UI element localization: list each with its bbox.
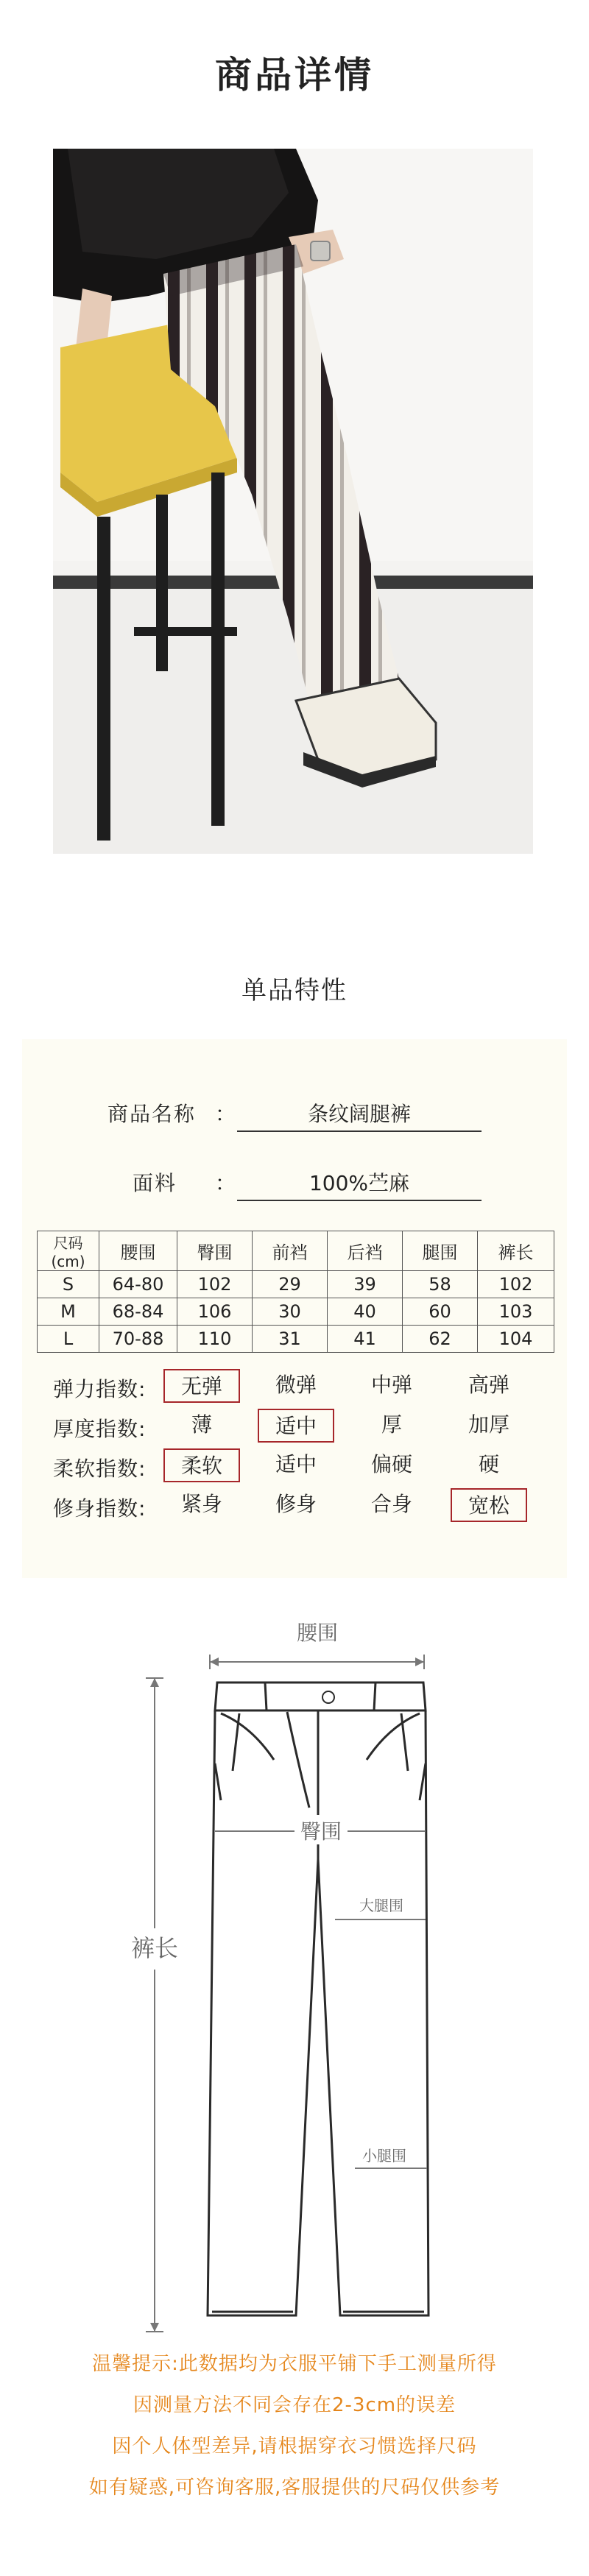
- size-table-cell: 70-88: [99, 1326, 177, 1353]
- hip-label: 臀围: [300, 1819, 342, 1844]
- attribute-option: 高弹: [468, 1373, 509, 1397]
- product-name-value: 条纹阔腿裤: [307, 1102, 411, 1126]
- size-table-cell: M: [38, 1298, 99, 1326]
- table-row: [38, 1271, 554, 1298]
- attribute-option: 微弹: [275, 1373, 317, 1397]
- arrow-left-icon: [210, 1657, 219, 1666]
- fabric-value: 100%苎麻: [308, 1171, 410, 1195]
- features-section-title: 单品特性: [241, 976, 348, 1005]
- arrow-down-icon: [150, 2323, 159, 2332]
- attribute-option: 中弹: [370, 1373, 412, 1397]
- size-table-header-cell: 后裆: [328, 1231, 403, 1271]
- arrow-up-icon: [150, 1678, 159, 1687]
- size-table: [37, 1231, 554, 1353]
- fabric-label: 面料: [133, 1171, 177, 1195]
- arrow-right-icon: [415, 1657, 424, 1666]
- size-table-cell: 40: [328, 1298, 403, 1326]
- waist-label: 腰围: [296, 1621, 339, 1645]
- attribute-label: 厚度指数:: [53, 1417, 147, 1441]
- fabric-colon: ：: [215, 1171, 236, 1195]
- size-table-cell: S: [38, 1271, 99, 1298]
- product-name-underline: [237, 1130, 482, 1132]
- attribute-row-fit: [22, 1488, 567, 1524]
- attribute-option: 偏硬: [370, 1452, 412, 1476]
- size-table-cell: 102: [177, 1271, 253, 1298]
- attribute-option: 适中: [275, 1452, 317, 1476]
- product-name-colon: ：: [215, 1102, 236, 1126]
- thigh-label: 大腿围: [359, 1897, 403, 1914]
- attribute-option: 硬: [478, 1452, 499, 1476]
- calf-label: 小腿围: [362, 2147, 406, 2165]
- size-table-cell: 58: [403, 1271, 478, 1298]
- size-table-header-cell: 腰围: [99, 1231, 177, 1271]
- attribute-option: 宽松: [451, 1488, 527, 1522]
- attribute-label: 弹力指数:: [53, 1377, 147, 1401]
- size-table-cell: 62: [403, 1326, 478, 1353]
- size-table-cell: 39: [328, 1271, 403, 1298]
- table-row: [38, 1326, 554, 1353]
- attribute-option: 适中: [258, 1409, 334, 1443]
- size-table-cell: 64-80: [99, 1271, 177, 1298]
- size-table-cell: 41: [328, 1326, 403, 1353]
- tip-line: 温馨提示:此数据均为衣服平铺下手工测量所得: [92, 2353, 497, 2375]
- size-table-cell: 106: [177, 1298, 253, 1326]
- size-table-cell: 31: [253, 1326, 328, 1353]
- attribute-option: 薄: [191, 1412, 212, 1437]
- table-row: [38, 1298, 554, 1326]
- attribute-label: 柔软指数:: [53, 1457, 147, 1481]
- product-name-label: 商品名称: [107, 1102, 197, 1126]
- attribute-label: 修身指数:: [53, 1496, 147, 1521]
- fabric-underline: [237, 1200, 482, 1201]
- size-table-cell: 104: [478, 1326, 554, 1353]
- attribute-option: 无弹: [163, 1369, 240, 1403]
- size-table-cell: 103: [478, 1298, 554, 1326]
- measurement-diagram: [88, 1616, 501, 2352]
- size-table-cell: 68-84: [99, 1298, 177, 1326]
- size-table-header: [38, 1231, 554, 1271]
- attribute-option: 合身: [370, 1492, 412, 1516]
- size-table-header-cell: 腿围: [403, 1231, 478, 1271]
- product-photo-illustration: [53, 149, 533, 854]
- length-label: 裤长: [130, 1934, 179, 1962]
- size-table-header-cell: 前裆: [253, 1231, 328, 1271]
- tip-line: 如有疑惑,可咨询客服,客服提供的尺码仅供参考: [88, 2477, 501, 2499]
- size-table-cell: 102: [478, 1271, 554, 1298]
- size-table-header-cell: 尺码(cm): [38, 1231, 99, 1271]
- attribute-option: 紧身: [180, 1492, 222, 1516]
- pants-diagram: [88, 1616, 501, 2352]
- attribute-row-thickness: [22, 1409, 567, 1444]
- size-table-cell: 30: [253, 1298, 328, 1326]
- size-tips: [0, 2343, 589, 2508]
- tip-line: 因个人体型差异,请根据穿衣习惯选择尺码: [112, 2435, 477, 2458]
- pants-outline: [208, 1682, 428, 2315]
- size-table-header-cell: 裤长: [478, 1231, 554, 1271]
- tip-line: 因测量方法不同会存在2-3cm的误差: [133, 2394, 456, 2416]
- size-table-cell: 110: [177, 1326, 253, 1353]
- attribute-option: 加厚: [468, 1412, 509, 1437]
- attribute-row-softness: [22, 1448, 567, 1484]
- size-table-header-cell: 臀围: [177, 1231, 253, 1271]
- product-photo: [53, 149, 533, 854]
- product-name-row: [22, 1091, 567, 1135]
- size-table-cell: 60: [403, 1298, 478, 1326]
- size-table-cell: 29: [253, 1271, 328, 1298]
- attribute-option: 修身: [275, 1492, 317, 1516]
- attribute-option: 厚: [381, 1412, 402, 1437]
- page-title: 商品详情: [215, 54, 374, 96]
- button-icon: [322, 1691, 334, 1703]
- attribute-row-elasticity: [22, 1369, 567, 1404]
- spec-panel: [22, 1039, 567, 1578]
- size-table-cell: L: [38, 1326, 99, 1353]
- attribute-option: 柔软: [163, 1448, 240, 1482]
- fabric-row: [22, 1160, 567, 1204]
